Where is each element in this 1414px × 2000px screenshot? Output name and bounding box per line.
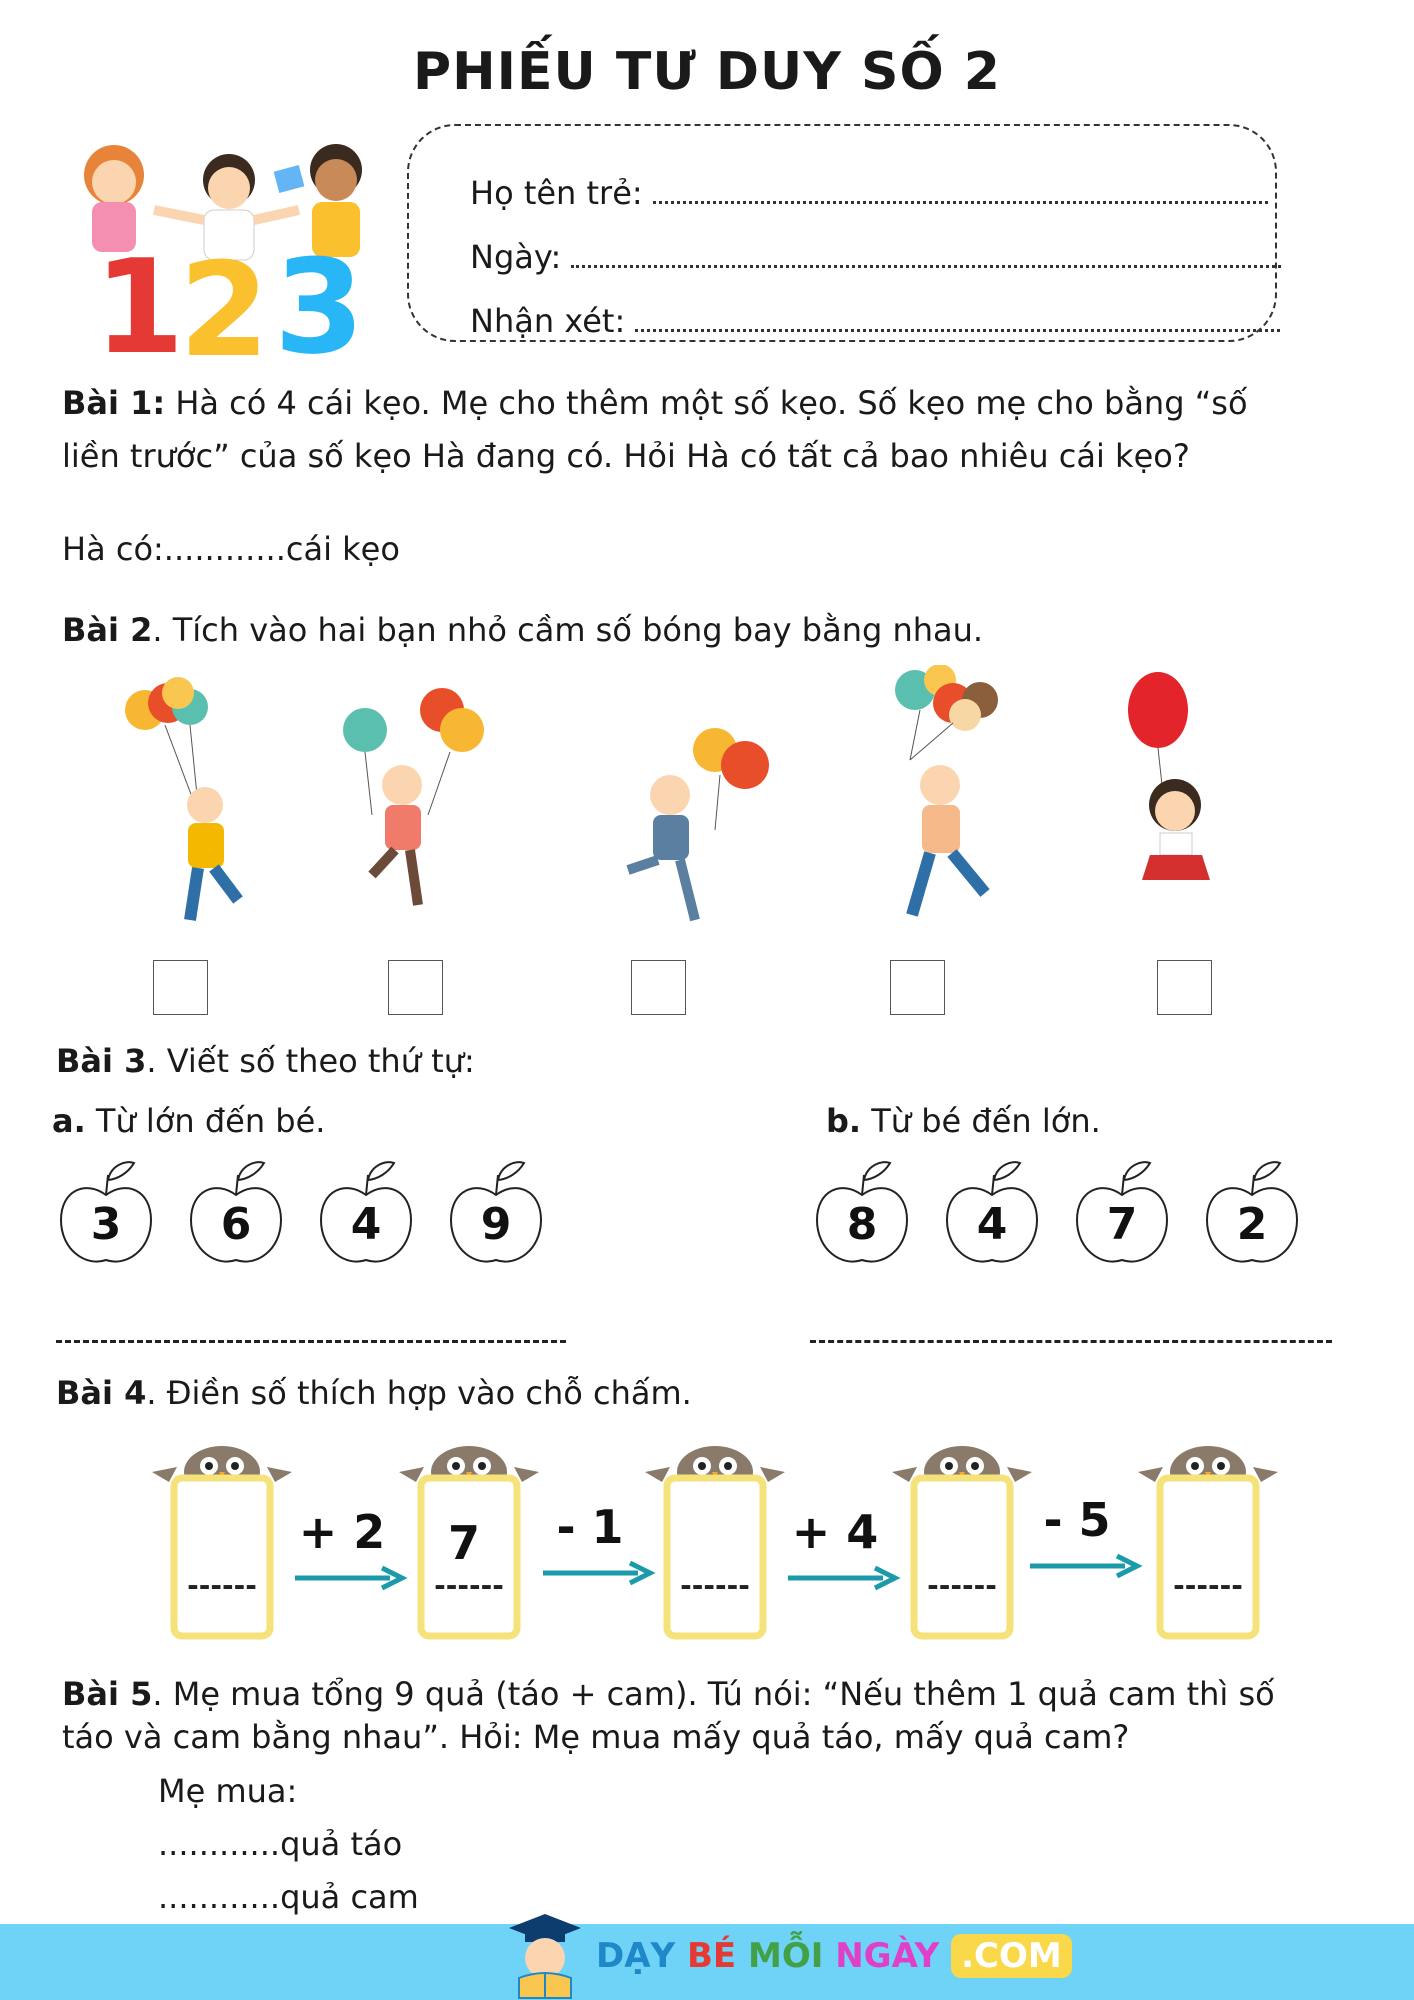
svg-text:2: 2 [179, 234, 270, 370]
op-arrow-2 [538, 1493, 658, 1603]
apple-a-1 [56, 1155, 156, 1275]
page-title: PHIẾU TƯ DUY SỐ 2 [413, 42, 1001, 102]
apple-b-2-number: 4 [976, 1199, 1008, 1250]
ex1-line2: liền trước” của số kẹo Hà đang có. Hỏi Hà có tất cả bao nhiêu cái kẹo? [62, 437, 1190, 475]
op-arrow-3 [783, 1498, 903, 1608]
apple-a-3 [316, 1155, 416, 1275]
ex1-line1 [62, 384, 1248, 422]
apple-a-3-number: 4 [350, 1199, 382, 1250]
checkbox-kid-3[interactable] [631, 960, 686, 1015]
owl-box-4-blank[interactable]: ------ [927, 1569, 997, 1602]
ex1-answer-blank[interactable]: ............ [163, 530, 286, 568]
kid-1-icon [125, 677, 238, 920]
ex3-b-text: Từ bé đến lớn. [861, 1102, 1101, 1140]
op-arrow-1 [290, 1498, 410, 1608]
ex4-heading-line [56, 1374, 692, 1412]
checkbox-kid-2[interactable] [388, 960, 443, 1015]
ex3-b-answer-line[interactable] [810, 1340, 1332, 1343]
name-label: Họ tên trẻ: [470, 174, 643, 212]
comment-field[interactable] [635, 329, 1280, 332]
ex1-answer [62, 530, 400, 568]
checkbox-kid-4[interactable] [890, 960, 945, 1015]
apple-a-4 [446, 1155, 546, 1275]
owl-box-1 [147, 1442, 297, 1642]
apple-b-3 [1072, 1155, 1172, 1275]
ex3-b-line [826, 1102, 1101, 1140]
apple-b-1-number: 8 [846, 1199, 878, 1250]
kid-2-icon [343, 688, 484, 905]
balloon-kids-illustration [110, 665, 1290, 940]
owl-box-2 [394, 1442, 544, 1642]
ex3-a-line [52, 1102, 325, 1140]
ex2-heading: Bài 2 [62, 611, 153, 649]
kids-123-illustration [44, 140, 414, 370]
ex3-a-label: a. [52, 1102, 86, 1140]
ex5-apple-answer[interactable]: ............quả táo [158, 1825, 403, 1863]
ex5-line1 [62, 1675, 1275, 1713]
op-label-1: + 2 [298, 1505, 386, 1559]
ex3-heading-line [56, 1042, 475, 1080]
ex2-heading-line [62, 611, 983, 649]
ex5-text: . Mẹ mua tổng 9 quả (táo + cam). Tú nói: “Nếu thêm 1 quả cam thì số [152, 1675, 1275, 1713]
owl-box-2-value: 7 [447, 1516, 481, 1570]
apple-b-3-number: 7 [1106, 1199, 1138, 1250]
kid-5-icon [1128, 672, 1210, 880]
brand-com: .COM [951, 1934, 1072, 1978]
apple-b-4 [1202, 1155, 1302, 1275]
ex4-text: . Điền số thích hợp vào chỗ chấm. [146, 1374, 692, 1412]
ex1-text: Hà có 4 cái kẹo. Mẹ cho thêm một số kẹo. Số kẹo mẹ cho bằng “số [175, 384, 1248, 422]
op-label-4: - 5 [1043, 1493, 1111, 1547]
ex3-b-label: b. [826, 1102, 862, 1140]
name-line [470, 174, 1268, 212]
footer-brand[interactable] [596, 1936, 1072, 1976]
apple-a-2 [186, 1155, 286, 1275]
ex3-a-text: Từ lớn đến bé. [85, 1102, 326, 1140]
svg-text:3: 3 [274, 231, 365, 370]
apple-b-2 [942, 1155, 1042, 1275]
brand-ngay: NGÀY [835, 1936, 940, 1976]
brand-day: DẠY [596, 1936, 676, 1976]
date-field[interactable] [571, 265, 1281, 268]
op-label-2: - 1 [556, 1500, 624, 1554]
kid-4-icon [895, 665, 998, 915]
owl-box-2-blank[interactable]: ------ [434, 1569, 504, 1602]
ex5-orange-answer[interactable]: ............quả cam [158, 1878, 419, 1916]
mascot-logo-icon [505, 1912, 585, 2000]
checkbox-kid-5[interactable] [1157, 960, 1212, 1015]
date-label: Ngày: [470, 238, 562, 276]
ex5-buy-label: Mẹ mua: [158, 1772, 298, 1810]
ex3-heading: Bài 3 [56, 1042, 147, 1080]
owl-box-3-blank[interactable]: ------ [680, 1569, 750, 1602]
ex3-a-answer-line[interactable] [56, 1340, 566, 1343]
name-field[interactable] [653, 201, 1268, 204]
ex5-line2: táo và cam bằng nhau”. Hỏi: Mẹ mua mấy quả táo, mấy quả cam? [62, 1718, 1130, 1756]
op-label-3: + 4 [791, 1505, 879, 1559]
apple-a-2-number: 6 [220, 1199, 252, 1250]
brand-be: BÉ [687, 1936, 737, 1976]
apple-b-4-number: 2 [1236, 1199, 1268, 1250]
op-arrow-4 [1025, 1486, 1145, 1596]
brand-moi: MỖI [747, 1936, 824, 1976]
ex4-heading: Bài 4 [56, 1374, 147, 1412]
owl-box-4 [887, 1442, 1037, 1642]
svg-text:1: 1 [94, 231, 185, 370]
ex2-text: . Tích vào hai bạn nhỏ cầm số bóng bay bằng nhau. [152, 611, 984, 649]
owl-box-3 [640, 1442, 790, 1642]
ex5-heading: Bài 5 [62, 1675, 153, 1713]
checkbox-kid-1[interactable] [153, 960, 208, 1015]
owl-box-5 [1133, 1442, 1283, 1642]
comment-label: Nhận xét: [470, 302, 626, 340]
apple-b-1 [812, 1155, 912, 1275]
date-line [470, 238, 1281, 276]
kid-3-icon [628, 728, 769, 920]
ex1-heading: Bài 1: [62, 384, 166, 422]
owl-box-1-blank[interactable]: ------ [187, 1569, 257, 1602]
ex1-answer-suffix: cái kẹo [285, 530, 400, 568]
ex3-text: . Viết số theo thứ tự: [146, 1042, 475, 1080]
apple-a-4-number: 9 [480, 1199, 512, 1250]
ex1-answer-prefix: Hà có: [62, 530, 164, 568]
owl-box-5-blank[interactable]: ------ [1173, 1569, 1243, 1602]
apple-a-1-number: 3 [90, 1199, 122, 1250]
comment-line [470, 302, 1280, 340]
